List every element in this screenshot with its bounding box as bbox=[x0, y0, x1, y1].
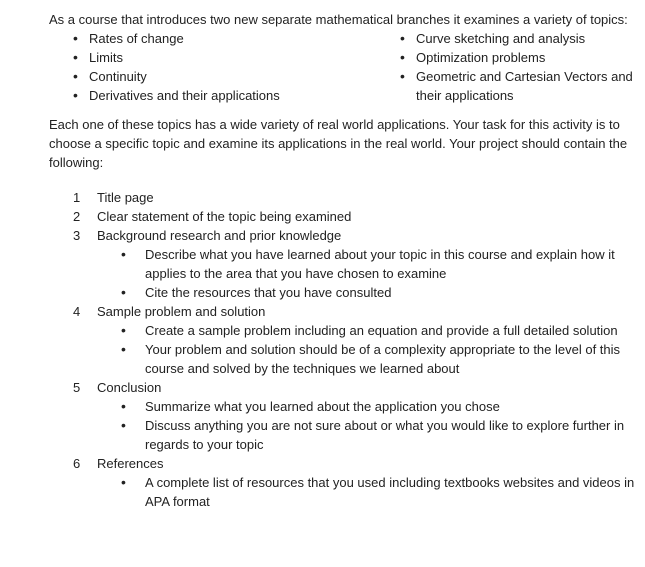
sub-item: • Cite the resources that you have consulted bbox=[97, 283, 643, 302]
intro-paragraph: As a course that introduces two new separate mathematical branches it examines a variety of topics: bbox=[49, 12, 628, 27]
topic-item: • Limits bbox=[67, 48, 280, 67]
step-item bbox=[49, 226, 643, 302]
sub-item: • Discuss anything you are not sure about or what you would like to explore further in regards to your topic bbox=[97, 416, 643, 454]
step-title: Clear statement of the topic being examined bbox=[97, 209, 352, 224]
task-paragraph: Each one of these topics has a wide variety of real world applications. Your task for this activity is to choose a specific topic and examine its applications in the real world. Your project should contain the following: bbox=[49, 117, 628, 170]
sub-item: • A complete list of resources that you used including textbooks websites and videos in APA format bbox=[97, 473, 643, 511]
step-item bbox=[49, 378, 643, 454]
sub-item: • Your problem and solution should be of a complexity appropriate to the level of this course and solved by the techniques we learned about bbox=[97, 340, 643, 378]
topic-item: • Curve sketching and analysis bbox=[394, 29, 644, 48]
step-title: Sample problem and solution bbox=[97, 304, 266, 319]
step-sublist bbox=[97, 321, 643, 378]
step-sublist bbox=[97, 473, 643, 511]
topics-left-column bbox=[67, 29, 280, 105]
topic-item: • Derivatives and their applications bbox=[67, 86, 280, 105]
project-steps-list bbox=[49, 188, 643, 511]
step-number: 6 bbox=[73, 456, 81, 471]
step-item bbox=[49, 188, 643, 207]
topic-item: • Rates of change bbox=[67, 29, 280, 48]
sub-item: • Create a sample problem including an equation and provide a full detailed solution bbox=[97, 321, 643, 340]
step-title: Background research and prior knowledge bbox=[97, 228, 342, 243]
topics-right-column bbox=[394, 29, 644, 105]
document-body bbox=[49, 10, 643, 511]
topic-item: • Continuity bbox=[67, 67, 280, 86]
topic-item: • Optimization problems bbox=[394, 48, 644, 67]
step-sublist bbox=[97, 397, 643, 454]
step-number: 5 bbox=[73, 380, 81, 395]
step-item bbox=[49, 454, 643, 511]
step-number: 3 bbox=[73, 228, 81, 243]
step-item bbox=[49, 302, 643, 378]
sub-item: • Summarize what you learned about the application you chose bbox=[97, 397, 643, 416]
step-number: 1 bbox=[73, 190, 81, 205]
step-number: 4 bbox=[73, 304, 81, 319]
step-sublist bbox=[97, 245, 643, 302]
step-title: Conclusion bbox=[97, 380, 162, 395]
step-title: Title page bbox=[97, 190, 154, 205]
topic-item: • Geometric and Cartesian Vectors and their applications bbox=[394, 67, 644, 105]
step-number: 2 bbox=[73, 209, 81, 224]
topics-list bbox=[49, 29, 643, 107]
step-item bbox=[49, 207, 643, 226]
sub-item: • Describe what you have learned about your topic in this course and explain how it applies to the area that you have chosen to examine bbox=[97, 245, 643, 283]
step-title: References bbox=[97, 456, 164, 471]
